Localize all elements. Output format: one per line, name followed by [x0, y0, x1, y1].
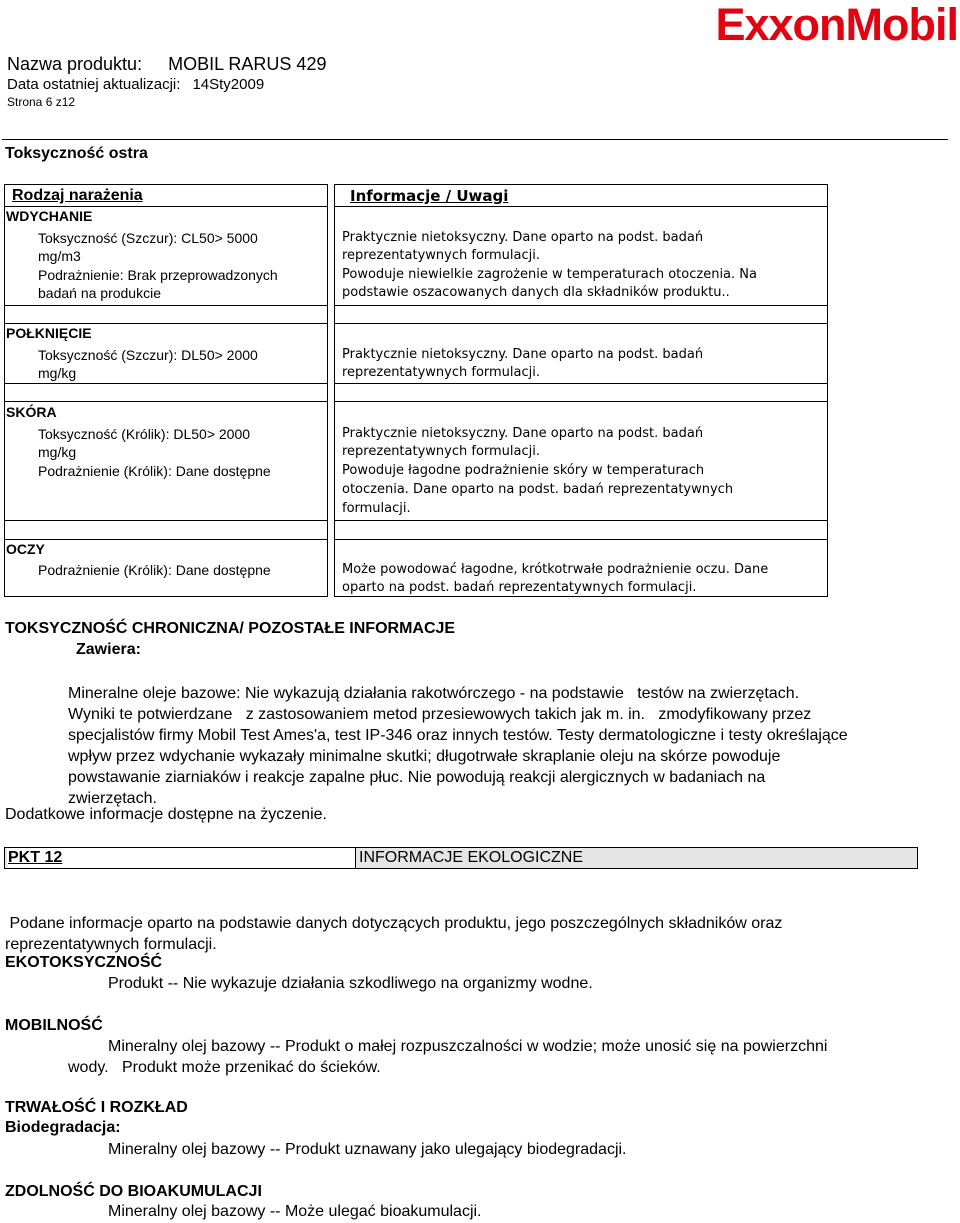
inhalation-left-line: badań na produkcie [38, 285, 161, 301]
product-label: Nazwa produktu: [7, 54, 143, 74]
skin-note: Praktycznie nietoksyczny. Dane oparto na podst. badań [342, 426, 704, 441]
mobility-line: wody. Produkt może przenikać do ścieków. [68, 1059, 381, 1076]
spacer-cell [4, 305, 328, 324]
col-info-notes: Informacje / Uwagi [350, 187, 509, 205]
ingestion-left-line: Toksyczność (Szczur): DL50> 2000 [38, 347, 258, 363]
inhalation-note: podstawie oszacowanych danych dla składników produktu.. [342, 285, 730, 300]
page-number: Strona 6 z12 [7, 95, 76, 109]
inhalation-left-line: Podrażnienie: Brak przeprowadzonych [38, 267, 278, 283]
ecology-intro-line: reprezentatywnych formulacji. [5, 936, 217, 953]
inhalation-left-line: mg/m3 [38, 248, 81, 264]
biodegradation-text: Mineralny olej bazowy -- Produkt uznawany jako ulegający biodegradacji. [108, 1141, 627, 1158]
inhalation-note: Praktycznie nietoksyczny. Dane oparto na podst. badań [342, 230, 704, 245]
chronic-line: zwierzętach. [68, 790, 157, 807]
section-12-label: PKT 12 [8, 849, 63, 866]
ecology-intro-line: Podane informacje oparto na podstawie danych dotyczących produktu, jego poszczególnych składników oraz [5, 915, 783, 932]
ecotoxicity-text: Produkt -- Nie wykazuje działania szkodliwego na organizmy wodne. [108, 975, 593, 992]
skin-note: formulacji. [342, 501, 411, 516]
bioaccumulation-heading: ZDOLNOŚĆ DO BIOAKUMULACJI [5, 1183, 262, 1200]
update-label: Data ostatniej aktualizacji: [7, 76, 181, 93]
update-date-line [7, 76, 264, 93]
acute-toxicity-table [4, 184, 828, 597]
ingestion-left-line: mg/kg [38, 365, 77, 381]
update-date: 14Sty2009 [192, 76, 265, 93]
section-12-header [4, 847, 918, 869]
mobility-heading: MOBILNOŚĆ [5, 1017, 103, 1034]
spacer-cell [4, 520, 328, 540]
skin-left-line: Podrażnienie (Królik): Dane dostępne [38, 463, 271, 479]
skin-note: reprezentatywnych formulacji. [342, 444, 540, 459]
inhalation-note: reprezentatywnych formulacji. [342, 248, 540, 263]
inhalation-left-line: Toksyczność (Szczur): CL50> 5000 [38, 230, 258, 246]
skin-note: Powoduje łagodne podrażnienie skóry w temperaturach [342, 463, 705, 478]
header-divider [2, 139, 948, 140]
skin-heading: SKÓRA [6, 404, 57, 420]
eyes-note: oparto na podst. badań reprezentatywnych formulacji. [342, 580, 697, 595]
spacer-cell [334, 520, 828, 540]
persistence-heading: TRWAŁOŚĆ I ROZKŁAD [5, 1099, 188, 1116]
chronic-line: specjalistów firmy Mobil Test Ames'a, test IP-346 oraz innych testów. Testy dermatologiczne i testy określające [68, 727, 848, 744]
eyes-note: Może powodować łagodne, krótkotrwałe podrażnienie oczu. Dane [342, 562, 769, 577]
eyes-left-line: Podrażnienie (Królik): Dane dostępne [38, 562, 271, 578]
inhalation-heading: WDYCHANIE [6, 208, 93, 224]
chronic-line: powstawanie ziarniaków i reakcje zapalne płuc. Nie powodują reakcji alergicznych w badaniach na [68, 769, 766, 786]
exxonmobil-logo: ExxonMobil [715, 0, 958, 50]
chronic-line: Mineralne oleje bazowe: Nie wykazują działania rakotwórczego - na podstawie testów na zwierzętach. [68, 685, 800, 702]
product-name-line [7, 54, 326, 75]
contains-label: Zawiera: [76, 641, 141, 658]
skin-left-line: mg/kg [38, 444, 77, 460]
spacer-cell [334, 383, 828, 402]
spacer-cell [4, 383, 328, 402]
product-name: MOBIL RARUS 429 [168, 54, 327, 74]
spacer-cell [334, 305, 828, 324]
ingestion-note: Praktycznie nietoksyczny. Dane oparto na podst. badań [342, 347, 704, 362]
additional-info: Dodatkowe informacje dostępne na życzenie. [5, 806, 327, 823]
chronic-line: Wyniki te potwierdzane z zastosowaniem metod przesiewowych takich jak m. in. zmodyfikowany przez [68, 706, 812, 723]
biodegradation-heading: Biodegradacja: [5, 1119, 121, 1136]
ecotoxicity-heading: EKOTOKSYCZNOŚĆ [5, 954, 163, 971]
ingestion-heading: POŁKNIĘCIE [6, 325, 92, 341]
inhalation-note: Powoduje niewielkie zagrożenie w temperaturach otoczenia. Na [342, 267, 757, 282]
acute-toxicity-title: Toksyczność ostra [5, 145, 148, 162]
skin-note: otoczenia. Dane oparto na podst. badań reprezentatywnych [342, 482, 734, 497]
eyes-heading: OCZY [6, 541, 45, 557]
col-exposure-type: Rodzaj narażenia [12, 187, 143, 204]
chronic-text [68, 662, 848, 830]
skin-left-line: Toksyczność (Królik): DL50> 2000 [38, 426, 251, 442]
ingestion-note: reprezentatywnych formulacji. [342, 365, 540, 380]
chronic-line: wpływ przez wdychanie wykazały minimalne skutki; długotrwałe skraplanie oleju na skórze powoduje [68, 748, 781, 765]
mobility-line: Mineralny olej bazowy -- Produkt o małej rozpuszczalności w wodzie; może unosić się na powierzchni [108, 1038, 828, 1055]
section-12-title: INFORMACJE EKOLOGICZNE [359, 849, 584, 866]
chronic-toxicity-title: TOKSYCZNOŚĆ CHRONICZNA/ POZOSTAŁE INFORMACJE [5, 620, 456, 637]
bioaccumulation-text: Mineralny olej bazowy -- Może ulegać bioakumulacji. [108, 1203, 482, 1220]
